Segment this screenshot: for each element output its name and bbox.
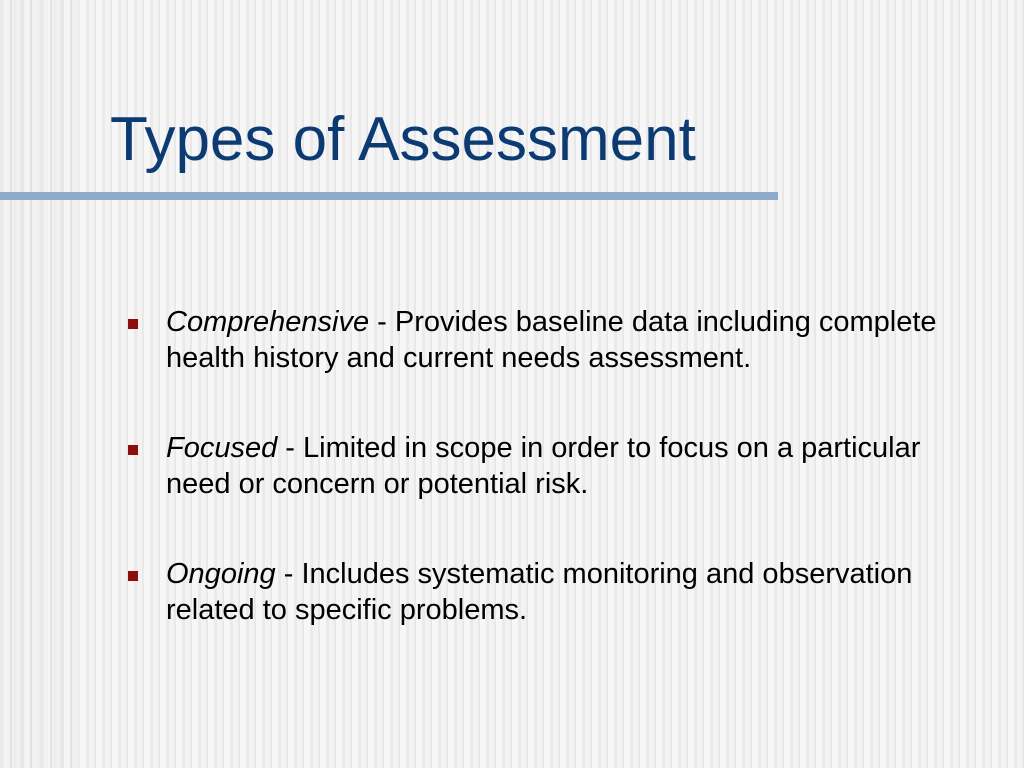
bullet-separator: - <box>369 306 395 338</box>
square-bullet-icon <box>128 445 138 455</box>
bullet-separator: - <box>277 432 304 464</box>
bullet-separator: - <box>275 558 302 590</box>
bullet-description: Provides baseline data including complete health history and current needs assessment. <box>166 306 937 374</box>
bullet-item-comprehensive <box>128 304 938 376</box>
title-underline-rule <box>0 192 778 200</box>
bullet-term: Comprehensive <box>166 306 370 338</box>
background-stripe-band <box>0 0 80 768</box>
bullet-description: Limited in scope in order to focus on a particular need or concern or potential risk. <box>166 432 921 500</box>
bullet-term: Focused <box>166 432 278 464</box>
square-bullet-icon <box>128 571 138 581</box>
bullet-item-focused <box>128 430 938 502</box>
bullet-term: Ongoing <box>166 558 276 590</box>
square-bullet-icon <box>128 319 138 329</box>
bullet-item-ongoing <box>128 556 938 628</box>
slide-title: Types of Assessment <box>110 105 696 174</box>
bullet-list <box>128 304 938 628</box>
bullet-description: Includes systematic monitoring and observation related to specific problems. <box>166 558 913 626</box>
